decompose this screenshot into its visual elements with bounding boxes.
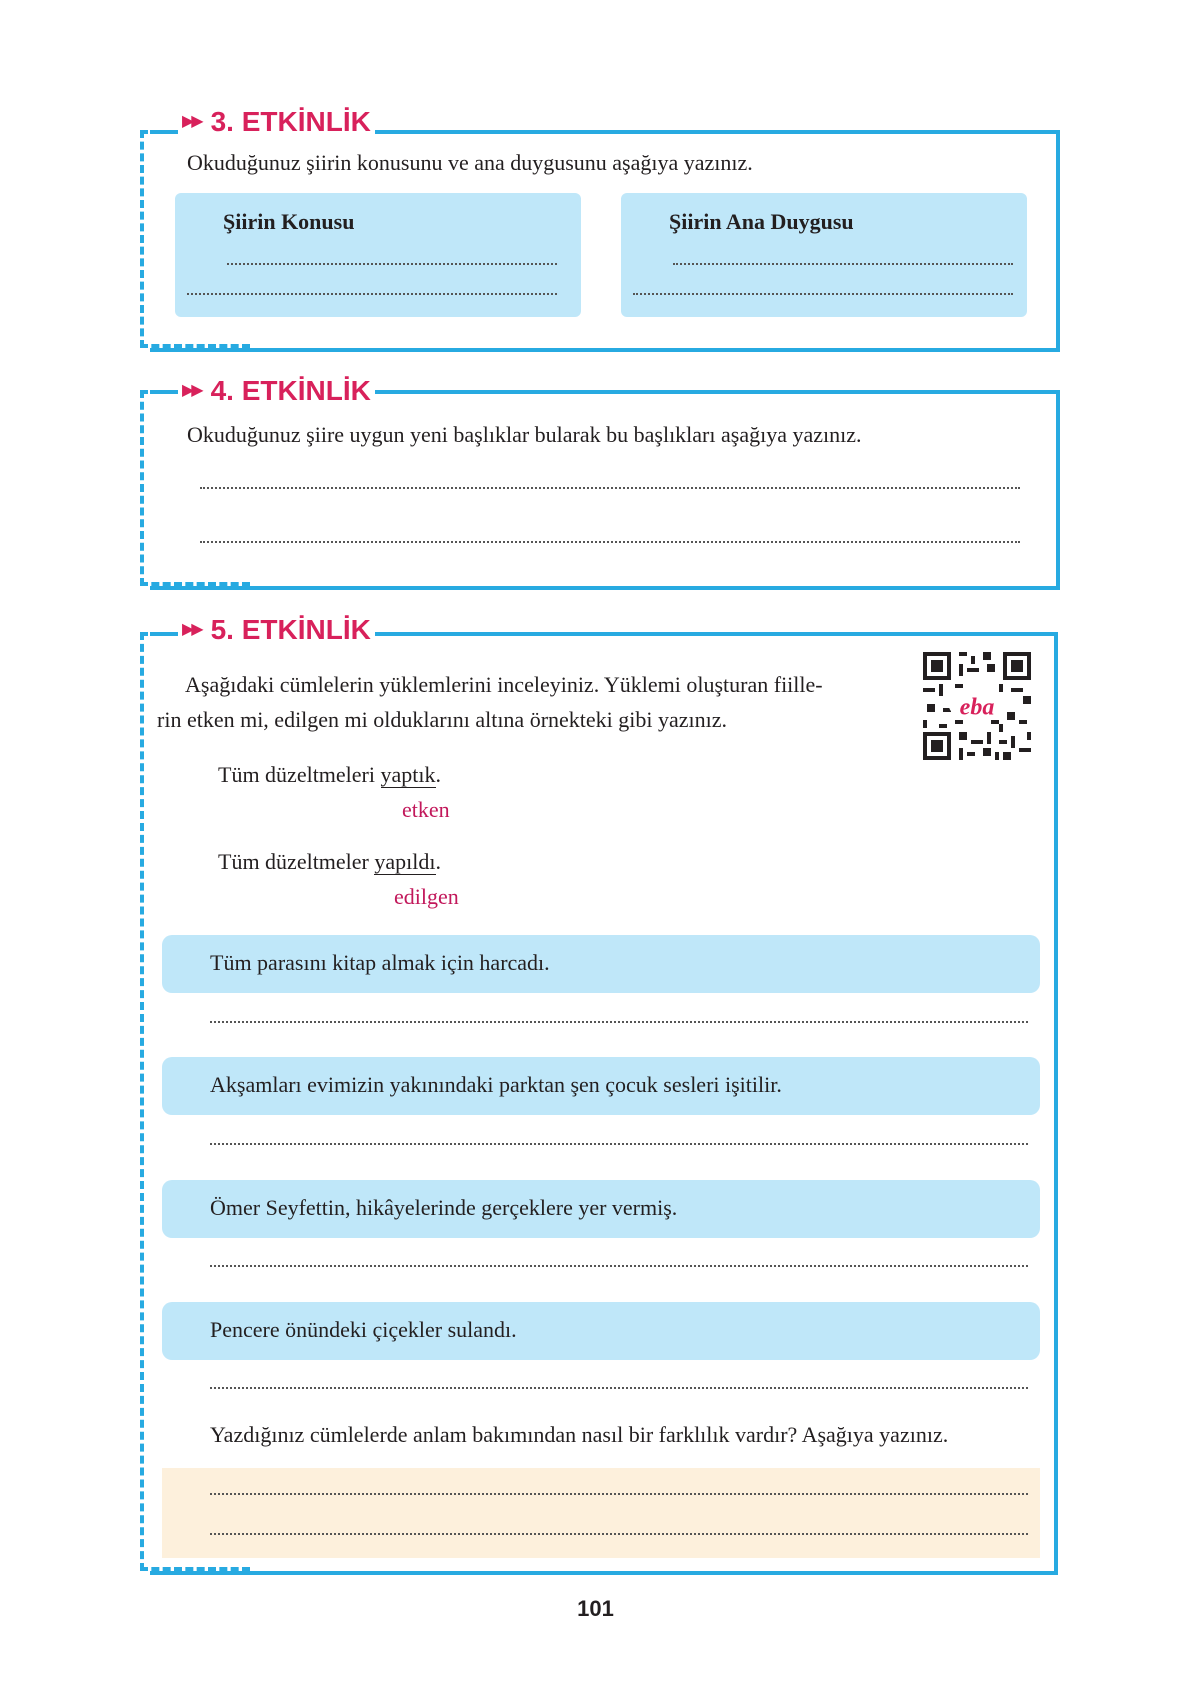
example-2-verb: yapıldı bbox=[374, 849, 436, 874]
emotion-box-title: Şiirin Ana Duygusu bbox=[669, 209, 854, 234]
sentence-1: Tüm parasını kitap almak için harcadı. bbox=[210, 950, 550, 975]
emotion-answer-line-1[interactable] bbox=[673, 263, 1013, 265]
activity-4-title: 4. ETKİNLİK bbox=[210, 375, 371, 406]
example-1-answer: etken bbox=[402, 797, 450, 822]
double-arrow-icon: ▶▶ bbox=[182, 113, 201, 130]
sentence-3: Ömer Seyfettin, hikâyelerinde gerçeklere yer vermiş. bbox=[210, 1195, 678, 1220]
topic-box-title: Şiirin Konusu bbox=[223, 209, 355, 234]
sentence-box-4 bbox=[162, 1302, 1040, 1360]
final-question: Yazdığınız cümlelerde anlam bakımından nasıl bir farklılık vardır? Aşağıya yazınız. bbox=[210, 1422, 949, 1447]
emotion-answer-line-2[interactable] bbox=[633, 293, 1013, 295]
example-2-period: . bbox=[435, 849, 441, 874]
activity-3-dashed-top bbox=[140, 130, 180, 134]
final-answer-line-2[interactable] bbox=[210, 1533, 1028, 1535]
sentence-box-1 bbox=[162, 935, 1040, 993]
example-1-verb: yaptık bbox=[380, 762, 436, 787]
activity-4-dashed-border bbox=[140, 390, 144, 586]
sentence-4-answer-line[interactable] bbox=[210, 1387, 1028, 1389]
sentence-box-2 bbox=[162, 1057, 1040, 1115]
activity-5-instruction-line-1: Aşağıdaki cümlelerin yüklemlerini inceleyiniz. Yüklemi oluşturan fiille- bbox=[185, 672, 823, 697]
activity-5-dashed-bottom bbox=[140, 1567, 250, 1571]
eba-logo: eba bbox=[959, 694, 995, 721]
activity-5-dashed-border bbox=[140, 632, 144, 1571]
activity-3-instruction: Okuduğunuz şiirin konusunu ve ana duygusunu aşağıya yazınız. bbox=[187, 150, 753, 175]
example-2-text: Tüm düzeltmeler bbox=[218, 849, 375, 874]
activity-5-heading bbox=[178, 613, 375, 647]
page-number: 101 bbox=[577, 1596, 614, 1621]
activity-3-dashed-bottom bbox=[140, 344, 250, 348]
activity-3-title: 3. ETKİNLİK bbox=[210, 106, 371, 137]
final-answer-line-1[interactable] bbox=[210, 1493, 1028, 1495]
topic-box bbox=[175, 193, 581, 317]
double-arrow-icon: ▶▶ bbox=[182, 621, 201, 638]
final-answer-box bbox=[162, 1468, 1040, 1558]
example-1-text: Tüm düzeltmeleri bbox=[218, 762, 381, 787]
emotion-box bbox=[621, 193, 1027, 317]
sentence-4: Pencere önündeki çiçekler sulandı. bbox=[210, 1317, 517, 1342]
title-answer-line-1[interactable] bbox=[200, 487, 1020, 489]
title-answer-line-2[interactable] bbox=[200, 541, 1020, 543]
activity-4-dashed-bottom bbox=[140, 582, 250, 586]
sentence-2: Akşamları evimizin yakınındaki parktan şen çocuk sesleri işitilir. bbox=[210, 1072, 782, 1097]
sentence-3-answer-line[interactable] bbox=[210, 1265, 1028, 1267]
topic-answer-line-2[interactable] bbox=[187, 293, 557, 295]
activity-5-instruction-line-2: rin etken mi, edilgen mi olduklarını altına örnekteki gibi yazınız. bbox=[157, 707, 728, 732]
example-1-period: . bbox=[435, 762, 441, 787]
activity-3-heading bbox=[178, 105, 375, 139]
example-sentence-1 bbox=[218, 760, 441, 790]
activity-4-dashed-top bbox=[140, 390, 180, 394]
activity-5-title: 5. ETKİNLİK bbox=[210, 614, 371, 645]
sentence-1-answer-line[interactable] bbox=[210, 1021, 1028, 1023]
sentence-box-3 bbox=[162, 1180, 1040, 1238]
sentence-2-answer-line[interactable] bbox=[210, 1143, 1028, 1145]
example-2-answer: edilgen bbox=[394, 884, 459, 909]
activity-4-heading bbox=[178, 374, 375, 408]
double-arrow-icon: ▶▶ bbox=[182, 382, 201, 399]
activity-5-dashed-top bbox=[140, 632, 180, 636]
activity-3-dashed-border bbox=[140, 130, 144, 348]
activity-4-instruction: Okuduğunuz şiire uygun yeni başlıklar bularak bu başlıkları aşağıya yazınız. bbox=[187, 422, 862, 447]
qr-code-icon[interactable] bbox=[923, 652, 1031, 760]
topic-answer-line-1[interactable] bbox=[227, 263, 557, 265]
example-sentence-2 bbox=[218, 847, 441, 877]
